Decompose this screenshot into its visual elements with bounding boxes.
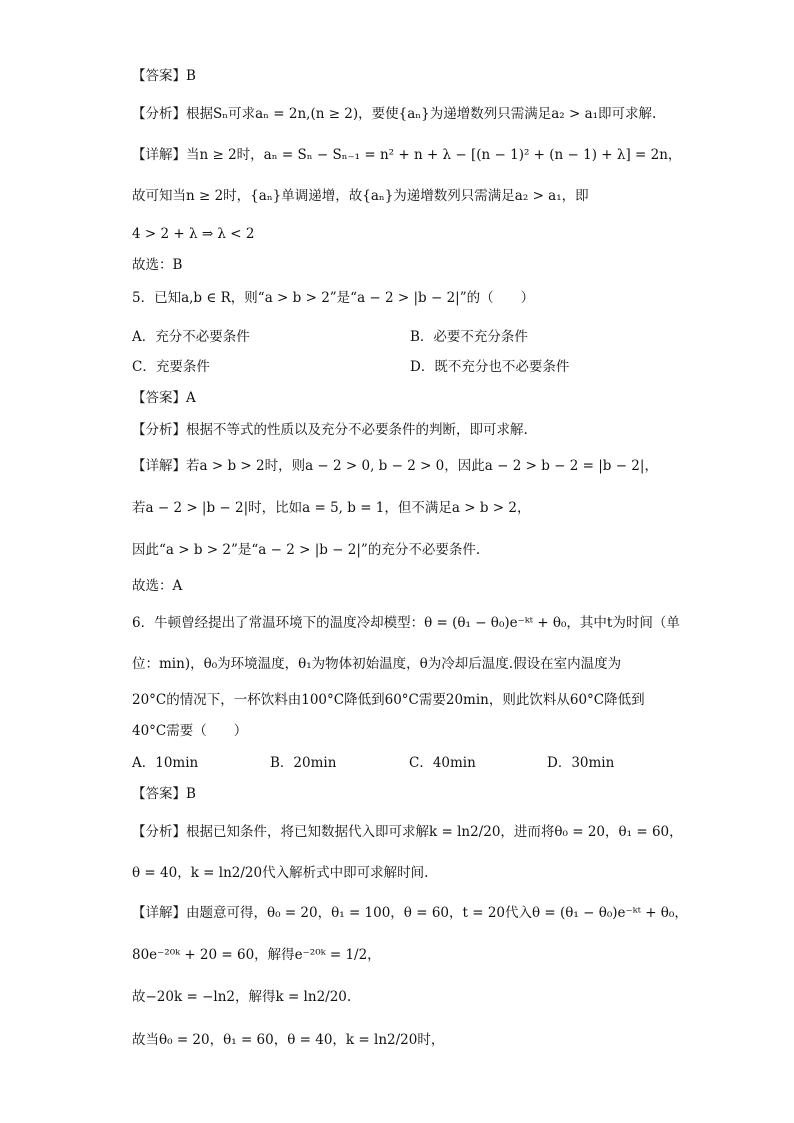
detail-text: 【详解】当n ≥ 2时，aₙ = Sₙ − Sₙ₋₁ = n² + n + λ − [(n − 1)² + (n − 1) + λ] = 2n， <box>132 147 682 163</box>
q6-option-a: A．10min <box>132 755 199 771</box>
q6-option-b: B．20min <box>270 755 337 771</box>
q5-option-b: B．必要不充分条件 <box>410 329 528 345</box>
choice-result: 故选：B <box>132 257 183 273</box>
analysis-text: 【分析】根据已知条件，将已知数据代入即可求解k = ln2/20，进而将θ₀ = 20，θ₁ = 60， <box>132 824 683 840</box>
detail-formula: 4 > 2 + λ ⇒ λ < 2 <box>132 226 255 242</box>
question-6-stem: 40°C需要（ ） <box>132 723 248 739</box>
analysis-text: 【分析】根据不等式的性质以及充分不必要条件的判断，即可求解. <box>132 422 528 438</box>
question-6-stem: 20°C的情况下，一杯饮料由100°C降低到60°C需要20min，则此饮料从60°C降低到 <box>132 692 645 708</box>
detail-text: 若a − 2 > |b − 2|时，比如a = 5, b = 1，但不满足a > b > 2， <box>132 500 531 516</box>
q5-option-c: C．充要条件 <box>132 359 210 375</box>
detail-text: 故可知当n ≥ 2时，{aₙ}单调递增，故{aₙ}为递增数列只需满足a₂ > a₁，即 <box>132 188 589 204</box>
detail-text: 【详解】由题意可得，θ₀ = 20，θ₁ = 100，θ = 60，t = 20代入θ = (θ₁ − θ₀)e⁻ᵏᵗ + θ₀， <box>132 905 688 921</box>
detail-formula: 故−20k = −ln2，解得k = ln2/20. <box>132 989 352 1005</box>
detail-text: 因此“a > b > 2”是“a − 2 > |b − 2|”的充分不必要条件. <box>132 542 481 558</box>
answer-label: 【答案】A <box>132 390 196 406</box>
question-6-stem: 位：min)，θ₀为环境温度，θ₁为物体初始温度，θ为冷却后温度.假设在室内温度为 <box>132 656 622 672</box>
choice-result: 故选：A <box>132 578 183 594</box>
detail-formula: 80e⁻²⁰ᵏ + 20 = 60，解得e⁻²⁰ᵏ = 1/2， <box>132 947 381 963</box>
analysis-text: θ = 40，k = ln2/20代入解析式中即可求解时间. <box>132 865 429 881</box>
question-5-stem: 5．已知a,b ∈ R，则“a > b > 2”是“a − 2 > |b − 2|”的（ ） <box>132 290 535 306</box>
answer-label: 【答案】B <box>132 68 196 84</box>
q5-option-a: A．充分不必要条件 <box>132 329 250 345</box>
detail-text: 【详解】若a > b > 2时，则a − 2 > 0, b − 2 > 0，因此a − 2 > b − 2 = |b − 2|， <box>132 458 658 474</box>
answer-label: 【答案】B <box>132 786 196 802</box>
q5-option-d: D．既不充分也不必要条件 <box>410 359 570 375</box>
question-6-stem: 6．牛顿曾经提出了常温环境下的温度冷却模型：θ = (θ₁ − θ₀)e⁻ᵏᵗ + θ₀，其中t为时间（单 <box>132 615 680 631</box>
q6-option-d: D．30min <box>547 755 615 771</box>
analysis-text: 【分析】根据Sₙ可求aₙ = 2n,(n ≥ 2)，要使{aₙ}为递增数列只需满足a₂ > a₁即可求解. <box>132 106 657 122</box>
q6-option-c: C．40min <box>409 755 476 771</box>
detail-text: 故当θ₀ = 20，θ₁ = 60，θ = 40，k = ln2/20时， <box>132 1032 445 1048</box>
